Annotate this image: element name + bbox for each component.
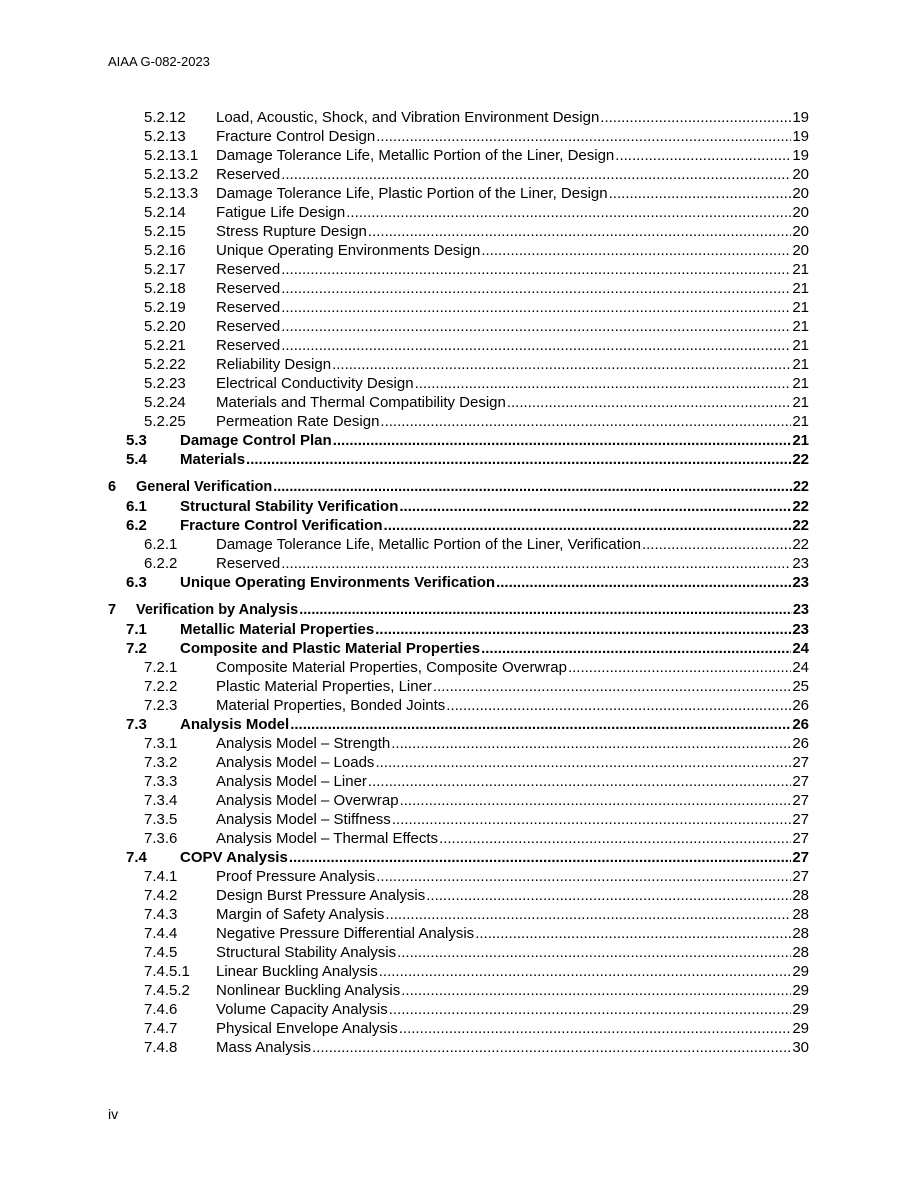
toc-entry-number: 5.2.13 [144,128,186,145]
toc-entry-page: 20 [792,242,809,259]
toc-dot-leader [380,412,791,431]
toc-entry[interactable] [108,924,809,943]
toc-dot-leader [481,241,791,260]
toc-entry-number: 5.2.19 [144,299,186,316]
toc-dot-leader [368,222,791,241]
toc-entry[interactable] [108,431,809,450]
toc-entry-page: 20 [792,223,809,240]
toc-entry[interactable] [108,355,809,374]
toc-entry-page: 22 [792,517,809,534]
toc-entry-page: 27 [792,754,809,771]
toc-entry-page: 28 [792,906,809,923]
toc-entry-number: 5.2.13.3 [144,185,199,202]
toc-dot-leader [299,601,792,620]
toc-entry-number: 7.4.6 [144,1001,178,1018]
page-number-footer: iv [108,1106,119,1122]
toc-entry-number: 6 [108,479,117,495]
toc-dot-leader [507,393,791,412]
toc-entry[interactable] [108,478,809,497]
toc-entry-title: Analysis Model [180,716,290,733]
toc-entry[interactable] [108,393,809,412]
toc-entry-number: 7.2.1 [144,659,178,676]
toc-entry[interactable] [108,554,809,573]
toc-entry-number: 5.2.16 [144,242,186,259]
toc-entry-title: Reserved [216,166,281,183]
toc-dot-leader [439,829,791,848]
toc-entry-page: 21 [792,337,809,354]
document-id-header: AIAA G-082-2023 [108,54,210,69]
toc-entry-number: 7.4.5.2 [144,982,190,999]
toc-dot-leader [368,772,791,791]
toc-entry-number: 7.3 [126,716,147,733]
toc-entry-title: Linear Buckling Analysis [216,963,378,980]
toc-entry-title: Reserved [216,318,281,335]
toc-entry-page: 21 [792,261,809,278]
toc-entry-title: Electrical Conductivity Design [216,375,414,392]
toc-entry-number: 7.3.2 [144,754,178,771]
toc-entry-title: Materials [180,451,246,468]
toc-entry-number: 7.3.6 [144,830,178,847]
toc-entry[interactable] [108,1000,809,1019]
toc-entry-number: 7.2.3 [144,697,178,714]
toc-entry-title: Reserved [216,280,281,297]
toc-entry-title: Verification by Analysis [136,602,299,618]
toc-entry-number: 7.4.4 [144,925,178,942]
toc-dot-leader [376,867,791,886]
toc-entry-title: Mass Analysis [216,1039,312,1056]
toc-entry[interactable] [108,734,809,753]
toc-entry[interactable] [108,867,809,886]
toc-entry[interactable] [108,516,809,535]
toc-entry-title: Analysis Model – Liner [216,773,367,790]
toc-entry-title: Permeation Rate Design [216,413,380,430]
toc-entry[interactable] [108,497,809,516]
toc-entry-title: Plastic Material Properties, Liner [216,678,432,695]
toc-entry-page: 28 [792,944,809,961]
toc-entry-number: 7.3.5 [144,811,178,828]
toc-entry[interactable] [108,962,809,981]
toc-dot-leader [376,127,791,146]
toc-entry-page: 21 [792,375,809,392]
toc-entry-page: 21 [792,280,809,297]
toc-entry-title: Fracture Control Verification [180,517,383,534]
toc-entry[interactable] [108,696,809,715]
toc-entry-page: 28 [792,887,809,904]
toc-entry-page: 27 [792,811,809,828]
toc-entry-page: 24 [792,640,809,657]
toc-entry-title: Analysis Model – Overwrap [216,792,399,809]
toc-entry-page: 27 [792,849,809,866]
toc-dot-leader [446,696,791,715]
toc-entry-page: 29 [792,982,809,999]
toc-entry-number: 5.2.14 [144,204,186,221]
toc-entry-page: 20 [792,185,809,202]
toc-entry-title: Structural Stability Verification [180,498,399,515]
toc-entry[interactable] [108,203,809,222]
toc-entry-title: Material Properties, Bonded Joints [216,697,446,714]
toc-entry[interactable] [108,241,809,260]
toc-entry-page: 21 [792,413,809,430]
toc-entry-title: Nonlinear Buckling Analysis [216,982,401,999]
toc-entry[interactable] [108,184,809,203]
toc-entry-number: 7.4.8 [144,1039,178,1056]
toc-entry[interactable] [108,639,809,658]
toc-entry[interactable] [108,810,809,829]
toc-entry-number: 7.1 [126,621,147,638]
toc-entry-number: 7.4.5.1 [144,963,190,980]
toc-entry-number: 6.2.1 [144,536,178,553]
toc-entry[interactable] [108,943,809,962]
toc-entry-number: 5.2.18 [144,280,186,297]
toc-entry-number: 5.2.22 [144,356,186,373]
toc-entry[interactable] [108,601,809,620]
toc-entry-title: Analysis Model – Thermal Effects [216,830,439,847]
toc-dot-leader [481,639,791,658]
toc-entry-title: Damage Tolerance Life, Plastic Portion of the Liner, Design [216,185,608,202]
toc-entry-page: 22 [792,451,809,468]
toc-entry-title: COPV Analysis [180,849,288,866]
toc-entry-number: 7.3.3 [144,773,178,790]
toc-dot-leader [281,298,791,317]
toc-entry-number: 5.2.17 [144,261,186,278]
toc-dot-leader [281,260,791,279]
toc-entry-title: Unique Operating Environments Design [216,242,481,259]
toc-entry-number: 5.2.20 [144,318,186,335]
toc-dot-leader [312,1038,791,1057]
toc-dot-leader [281,554,791,573]
toc-entry-page: 27 [792,792,809,809]
toc-dot-leader [375,753,791,772]
toc-entry-page: 30 [792,1039,809,1056]
toc-entry[interactable] [108,374,809,393]
toc-entry-number: 6.1 [126,498,147,515]
toc-entry[interactable] [108,317,809,336]
toc-dot-leader [615,146,791,165]
toc-entry-title: Reliability Design [216,356,332,373]
toc-entry-page: 19 [792,147,809,164]
toc-dot-leader [400,791,792,810]
toc-dot-leader [391,734,791,753]
toc-dot-leader [568,658,791,677]
toc-entry-number: 5.2.13.1 [144,147,199,164]
toc-dot-leader [415,374,792,393]
toc-entry[interactable] [108,791,809,810]
toc-entry[interactable] [108,573,809,592]
toc-entry[interactable] [108,753,809,772]
toc-entry-title: Reserved [216,555,281,572]
toc-entry-title: Composite Material Properties, Composite Overwrap [216,659,567,676]
toc-dot-leader [385,905,791,924]
toc-entry[interactable] [108,336,809,355]
toc-entry-page: 21 [792,299,809,316]
toc-entry[interactable] [108,222,809,241]
toc-entry[interactable] [108,829,809,848]
toc-entry-page: 21 [792,356,809,373]
toc-entry-number: 6.3 [126,574,147,591]
toc-entry-title: Reserved [216,337,281,354]
toc-entry-page: 26 [792,697,809,714]
toc-entry[interactable] [108,127,809,146]
toc-entry-page: 27 [792,773,809,790]
toc-entry-number: 5.2.25 [144,413,186,430]
toc-entry[interactable] [108,658,809,677]
toc-entry[interactable] [108,848,809,867]
toc-entry-page: 23 [792,574,809,591]
toc-entry-title: Design Burst Pressure Analysis [216,887,426,904]
toc-entry[interactable] [108,412,809,431]
toc-entry-title: Stress Rupture Design [216,223,367,240]
toc-entry-page: 19 [792,109,809,126]
toc-entry-page: 29 [792,1001,809,1018]
toc-entry-title: Analysis Model – Strength [216,735,391,752]
toc-entry[interactable] [108,715,809,734]
toc-dot-leader [399,1019,792,1038]
toc-entry[interactable] [108,165,809,184]
toc-dot-leader [401,981,791,1000]
toc-dot-leader [433,677,791,696]
toc-entry[interactable] [108,1038,809,1057]
toc-entry-page: 19 [792,128,809,145]
toc-entry-page: 22 [792,536,809,553]
toc-entry-title: Materials and Thermal Compatibility Design [216,394,506,411]
toc-entry[interactable] [108,260,809,279]
toc-entry-title: Analysis Model – Loads [216,754,375,771]
toc-entry-title: Damage Tolerance Life, Metallic Portion of the Liner, Design [216,147,615,164]
toc-entry-title: Analysis Model – Stiffness [216,811,391,828]
toc-dot-leader [642,535,791,554]
toc-entry-title: Load, Acoustic, Shock, and Vibration Environment Design [216,109,600,126]
toc-entry-title: Physical Envelope Analysis [216,1020,398,1037]
toc-entry[interactable] [108,905,809,924]
toc-entry-number: 5.2.12 [144,109,186,126]
toc-entry-number: 5.2.24 [144,394,186,411]
toc-entry-number: 7.2.2 [144,678,178,695]
toc-entry-number: 7.4.2 [144,887,178,904]
toc-dot-leader [609,184,792,203]
toc-entry-number: 5.2.21 [144,337,186,354]
toc-dot-leader [384,516,792,535]
toc-entry[interactable] [108,1019,809,1038]
toc-entry-number: 5.3 [126,432,147,449]
toc-dot-leader [426,886,791,905]
toc-dot-leader [333,431,792,450]
toc-entry-number: 5.4 [126,451,147,468]
toc-entry-page: 20 [792,204,809,221]
toc-dot-leader [399,497,791,516]
toc-entry-page: 21 [792,432,809,449]
toc-entry-number: 7.2 [126,640,147,657]
toc-entry-title: Fatigue Life Design [216,204,346,221]
toc-entry-title: Damage Control Plan [180,432,332,449]
toc-entry-number: 5.2.15 [144,223,186,240]
toc-entry-page: 26 [792,716,809,733]
toc-entry[interactable] [108,772,809,791]
toc-entry[interactable] [108,279,809,298]
toc-entry-title: Volume Capacity Analysis [216,1001,388,1018]
toc-entry[interactable] [108,886,809,905]
toc-entry-page: 24 [792,659,809,676]
toc-dot-leader [332,355,791,374]
toc-dot-leader [375,620,791,639]
toc-entry[interactable] [108,108,809,127]
toc-entry-number: 6.2 [126,517,147,534]
toc-entry-title: Reserved [216,299,281,316]
toc-entry-title: Fracture Control Design [216,128,376,145]
toc-entry-title: Unique Operating Environments Verification [180,574,496,591]
toc-dot-leader [397,943,791,962]
toc-dot-leader [281,317,791,336]
toc-entry-page: 21 [792,318,809,335]
toc-entry-title: Proof Pressure Analysis [216,868,376,885]
toc-dot-leader [475,924,791,943]
toc-dot-leader [281,336,791,355]
toc-dot-leader [273,478,792,497]
toc-entry-page: 27 [792,868,809,885]
toc-entry-page: 23 [792,602,809,618]
toc-entry[interactable] [108,298,809,317]
toc-entry-number: 5.2.23 [144,375,186,392]
toc-entry-number: 7.4.5 [144,944,178,961]
toc-entry-title: Structural Stability Analysis [216,944,397,961]
toc-entry-page: 26 [792,735,809,752]
toc-entry-page: 20 [792,166,809,183]
toc-dot-leader [600,108,791,127]
toc-entry-number: 7.4.1 [144,868,178,885]
toc-entry-title: Damage Tolerance Life, Metallic Portion of the Liner, Verification [216,536,641,553]
toc-entry-page: 27 [792,830,809,847]
table-of-contents [108,108,809,1057]
toc-entry-title: Margin of Safety Analysis [216,906,385,923]
toc-entry[interactable] [108,677,809,696]
toc-entry-number: 7 [108,602,117,618]
toc-entry-title: Composite and Plastic Material Properties [180,640,481,657]
toc-dot-leader [289,848,791,867]
toc-dot-leader [346,203,791,222]
toc-entry-number: 6.2.2 [144,555,178,572]
toc-entry-page: 22 [792,479,809,495]
toc-entry-title: Negative Pressure Differential Analysis [216,925,475,942]
toc-entry[interactable] [108,620,809,639]
toc-entry-number: 7.4.3 [144,906,178,923]
toc-entry-page: 23 [792,555,809,572]
toc-entry-title: Reserved [216,261,281,278]
toc-dot-leader [496,573,791,592]
toc-dot-leader [392,810,792,829]
toc-dot-leader [281,279,791,298]
toc-entry[interactable] [108,535,809,554]
toc-entry-number: 5.2.13.2 [144,166,199,183]
toc-entry[interactable] [108,146,809,165]
toc-entry-number: 7.4 [126,849,147,866]
toc-entry-number: 7.3.4 [144,792,178,809]
toc-entry-number: 7.3.1 [144,735,178,752]
toc-entry-page: 29 [792,963,809,980]
toc-entry-page: 28 [792,925,809,942]
toc-dot-leader [389,1000,792,1019]
toc-entry-page: 23 [792,621,809,638]
toc-entry-page: 25 [792,678,809,695]
toc-dot-leader [246,450,791,469]
toc-entry[interactable] [108,450,809,469]
toc-entry[interactable] [108,981,809,1000]
toc-entry-title: Metallic Material Properties [180,621,375,638]
toc-entry-page: 22 [792,498,809,515]
toc-entry-page: 29 [792,1020,809,1037]
toc-dot-leader [290,715,791,734]
toc-entry-number: 7.4.7 [144,1020,178,1037]
toc-entry-title: General Verification [136,479,273,495]
toc-dot-leader [281,165,791,184]
toc-entry-page: 21 [792,394,809,411]
toc-dot-leader [379,962,792,981]
